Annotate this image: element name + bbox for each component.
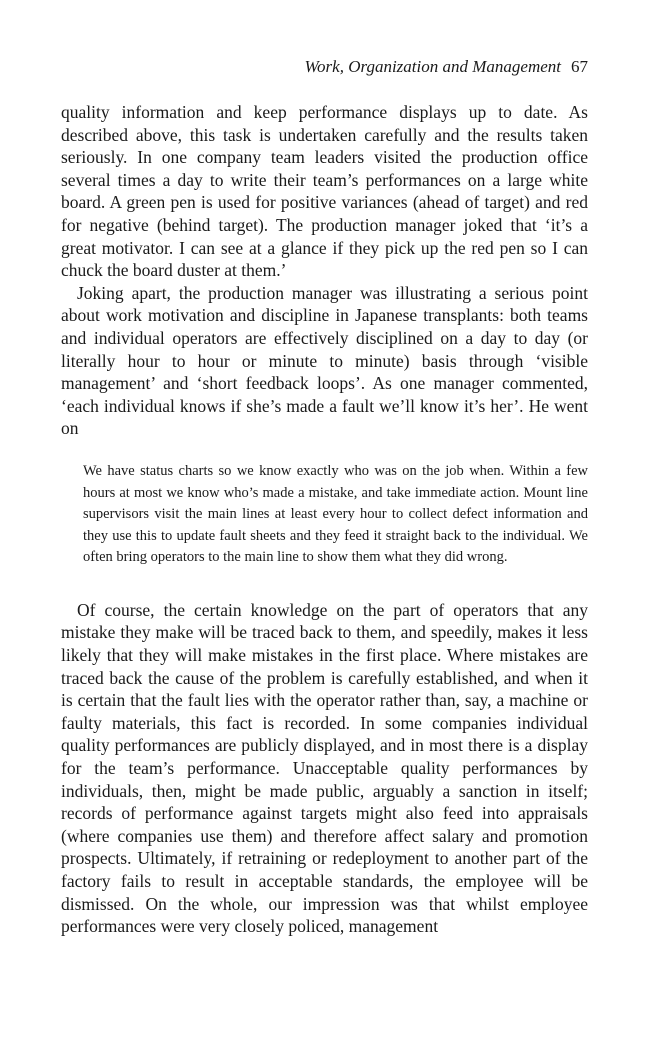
- book-page: [61, 56, 588, 938]
- paragraph-quality-information: quality information and keep performance displays up to date. As described above, this task is undertaken carefully and the results taken seriously. In one company team leaders visited the production office several times a day to write their team’s performances on a large white board. A green pen is used for positive variances (ahead of target) and red for negative (behind target). The production manager joked that ‘it’s a great motivator. I can see at a glance if they pick up the red pen so I can chuck the board duster at them.’: [61, 102, 588, 281]
- running-title: Work, Organization and Management: [304, 57, 561, 76]
- block-quote: We have status charts so we know exactly who was on the job when. Within a few hours at most we know who’s made a mistake, and take immediate action. Mount line supervisors visit the main lines at least every hour to collect defect information and they use this to update fault sheets and they feed it straight back to the individual. We often bring operators to the main line to show them what they did wrong.: [83, 462, 588, 566]
- paragraph-of-course: Of course, the certain knowledge on the part of operators that any mistake they make will be traced back to them, and speedily, makes it less likely that they will make mistakes in the first place. Where mistakes are traced back the cause of the problem is carefully established, and when it is certain that the fault lies with the operator rather than, say, a machine or faulty materials, this fact is recorded. In some companies individual quality performances are publicly displayed, and in most there is a display for the team’s performance. Unacceptable quality performances by individuals, then, might be made public, arguably a sanction in itself; records of performance against targets might also feed into appraisals (where companies use them) and therefore affect salary and promotion prospects. Ultimately, if retraining or redeployment to another part of the factory fails to result in acceptable standards, the employee will be dismissed. On the whole, our impression was that whilst employee performances were very closely policed, management: [61, 599, 588, 937]
- page-number: 67: [571, 57, 588, 76]
- running-head: [61, 56, 588, 78]
- paragraph-joking-apart: Joking apart, the production manager was illustrating a serious point about work motivation and discipline in Japanese transplants: both teams and individual operators are effectively disciplined on a day to day (or literally hour to hour or minute to minute) basis through ‘visible management’ and ‘short feedback loops’. As one manager commented, ‘each individual knows if she’s made a fault we’ll know it’s her’. He went on: [61, 282, 588, 439]
